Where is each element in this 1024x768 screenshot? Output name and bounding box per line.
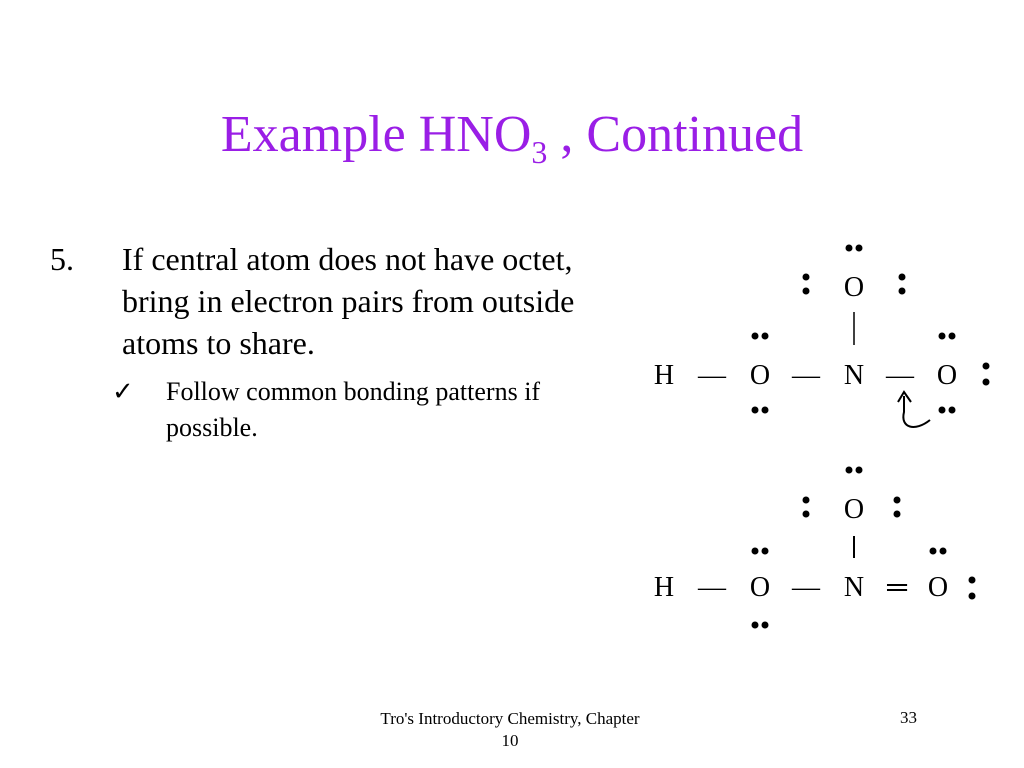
atom-n: N [843,360,865,391]
title-subscript: 3 [531,134,548,170]
page-number: 33 [900,708,917,727]
lone-pairs-2 [749,467,976,629]
title-rest: , Continued [547,106,804,163]
checkmark-icon: ✓ [112,377,134,406]
atom-h: H [653,572,675,603]
lewis-structure-2 [654,467,976,629]
atom-o-left: O [749,360,771,391]
lewis-structure-1 [654,245,990,427]
atom-o-left: O [749,572,771,603]
atom-o-right: O [927,572,949,603]
atom-n: N [843,572,865,603]
sub-bullet-text: Follow common bonding patterns if possible. [166,377,541,442]
atom-o-top: O [843,272,865,303]
footer-text: Tro's Introductory Chemistry, Chapter 10 [380,709,640,750]
bond-o-n: — [792,360,820,391]
bond-o-n: — [792,572,820,603]
atom-h: H [653,360,675,391]
electron-move-arrow [903,396,930,427]
atom-o-top: O [843,494,865,525]
title-main: Example HNO [220,106,532,163]
bond-h-o: — [698,360,726,391]
double-bond-n-o: ═ [887,572,907,603]
bullet-text: If central atom does not have octet, bring in electron pairs from outside atoms to share. [122,241,575,361]
bond-n-o: — [886,360,914,391]
bullet-number: 5. [50,241,74,277]
bond-h-o: — [698,572,726,603]
atom-o-right: O [936,360,958,391]
